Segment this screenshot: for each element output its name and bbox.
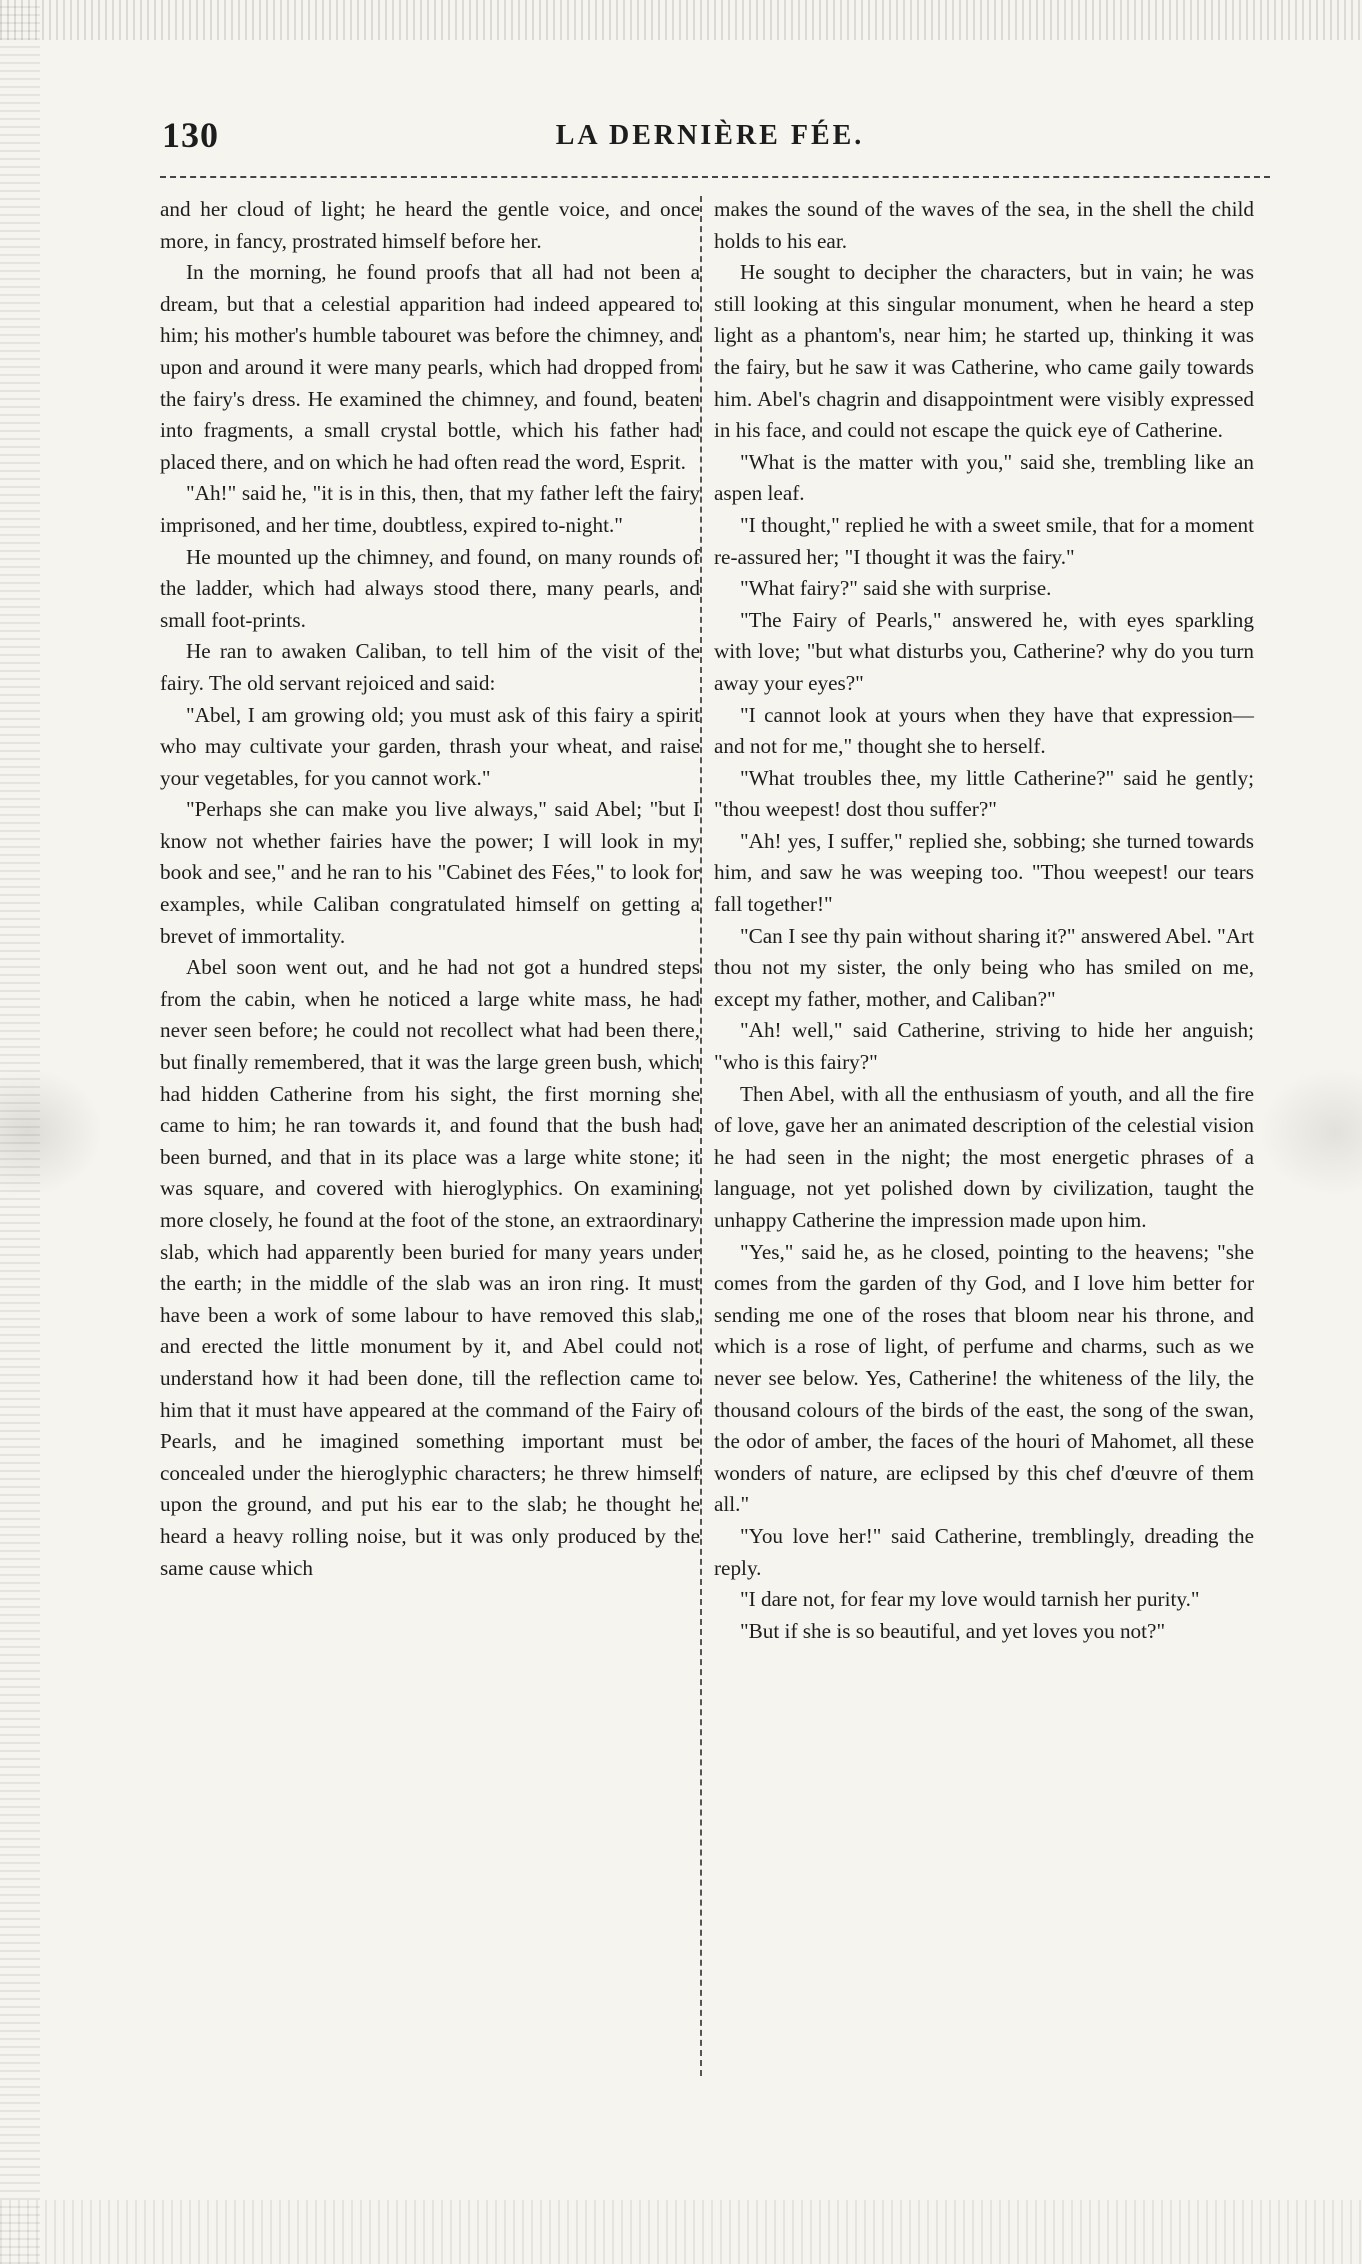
paragraph: He sought to decipher the characters, but in vain; he was still looking at this singular monument, when he heard a step light as a phantom's, near him; he started up, thinking it was the fairy, but he saw it was Catherine, who came gaily towards him. Abel's chagrin and disappointment were visibly expressed in his face, and could not escape the quick eye of Catherine. xyxy=(714,260,1254,443)
left-column xyxy=(160,194,700,1584)
paragraph: "Perhaps she can make you live always," said Abel; "but I know not whether fairies have the power; I will look in my book and see," and he ran to his "Cabinet des Fées," to look for examples, while Caliban congratulated himself on getting a brevet of immortality. xyxy=(160,797,700,948)
paragraph: "Abel, I am growing old; you must ask of this fairy a spirit who may cultivate your garden, thrash your wheat, and raise your vegetables, for you cannot work." xyxy=(160,702,700,790)
paragraph: "Ah!" said he, "it is in this, then, that my father left the fairy imprisoned, and her time, doubtless, expired to-night." xyxy=(160,481,700,537)
paragraph: "What troubles thee, my little Catherine?" said he gently; "thou weepest! dost thou suffer?" xyxy=(714,765,1254,822)
paragraph: "I cannot look at yours when they have that expression—and not for me," thought she to herself. xyxy=(714,702,1254,759)
paragraph: "The Fairy of Pearls," answered he, with eyes sparkling with love; "but what disturbs you, Catherine? why do you turn away your eyes?" xyxy=(714,607,1254,695)
header-rule xyxy=(160,176,1270,178)
paragraph: "I thought," replied he with a sweet smile, that for a moment re-assured her; "I thought it was the fairy." xyxy=(714,512,1254,569)
paragraph: "Ah! well," said Catherine, striving to hide her anguish; "who is this fairy?" xyxy=(714,1018,1254,1075)
paragraph: "But if she is so beautiful, and yet loves you not?" xyxy=(740,1618,1166,1643)
paragraph: Abel soon went out, and he had not got a hundred steps from the cabin, when he noticed a large white mass, he had never seen before; he could not recollect what had been there, but finally remembered, that it was the large green bush, which had hidden Catherine from his sight, the first morning she came to him; he ran towards it, and found that the bush had been burned, and that in its place was a large white stone; it was square, and covered with hieroglyphics. On examining more closely, he found at the foot of the stone, an extraordinary slab, which had apparently been buried for many years under the earth; in the middle of the slab was an iron ring. It must have been a work of some labour to have removed this slab, and erected the little monument by it, and Abel could not understand how it had been done, till the reflection came to him that it must have appeared at the command of the Fairy of Pearls, and he imagined something important must be concealed under the hieroglyphic characters; he threw himself upon the ground, and put his ear to the slab; he thought he heard a heavy rolling noise, but it was only produced by the same cause which xyxy=(160,955,700,1580)
paragraph: "Ah! yes, I suffer," replied she, sobbing; she turned towards him, and saw he was weeping too. "Thou weepest! our tears fall together!" xyxy=(714,828,1254,917)
scan-noise-top xyxy=(0,0,1362,40)
right-column xyxy=(714,194,1254,1647)
paragraph: "You love her!" said Catherine, tremblingly, dreading the reply. xyxy=(714,1523,1254,1580)
page-header xyxy=(150,110,1270,170)
paragraph: makes the sound of the waves of the sea, in the shell the child holds to his ear. xyxy=(714,197,1254,253)
scan-noise-left xyxy=(0,0,40,2264)
column-divider xyxy=(700,196,702,2076)
running-title: LA DERNIÈRE FÉE. xyxy=(555,120,865,151)
paragraph: "Yes," said he, as he closed, pointing to the heavens; "she comes from the garden of thy God, and I love him better for sending me one of the roses that bloom near his throne, and which is a rose of light, of perfume and charms, such as we never see below. Yes, Catherine! the whiteness of the lily, the thousand colours of the birds of the east, the song of the swan, the odor of amber, the faces of the houri of Mahomet, all these wonders of nature, are eclipsed by this chef d'œuvre of them all." xyxy=(714,1239,1254,1517)
paragraph: "Can I see thy pain without sharing it?" answered Abel. "Art thou not my sister, the only being who has smiled on me, except my father, mother, and Caliban?" xyxy=(714,923,1254,1011)
paragraph: "What is the matter with you," said she, trembling like an aspen leaf. xyxy=(714,449,1254,506)
paragraph: Then Abel, with all the enthusiasm of youth, and all the fire of love, gave her an animated description of the celestial vision he had seen in the night; the most energetic phrases of a language, not yet polished down by civilization, taught the unhappy Catherine the impression made upon him. xyxy=(714,1081,1254,1232)
paragraph: "What fairy?" said she with surprise. xyxy=(740,576,1052,601)
paragraph: He ran to awaken Caliban, to tell him of the visit of the fairy. The old servant rejoiced and said: xyxy=(160,639,700,695)
page-number: 130 xyxy=(162,115,219,155)
paragraph: He mounted up the chimney, and found, on many rounds of the ladder, which had always stood there, many pearls, and small foot-prints. xyxy=(160,544,700,632)
paragraph: In the morning, he found proofs that all had not been a dream, but that a celestial apparition had indeed appeared to him; his mother's humble tabouret was before the chimney, and upon and around it were many pearls, which had dropped from the fairy's dress. He examined the chimney, and found, beaten into fragments, a small crystal bottle, which his father had placed there, and on which he had often read the word, Esprit. xyxy=(160,260,700,474)
paragraph: and her cloud of light; he heard the gentle voice, and once more, in fancy, prostrated himself before her. xyxy=(160,197,700,253)
scan-noise-bottom xyxy=(0,2200,1362,2264)
paragraph: "I dare not, for fear my love would tarnish her purity." xyxy=(740,1587,1200,1612)
